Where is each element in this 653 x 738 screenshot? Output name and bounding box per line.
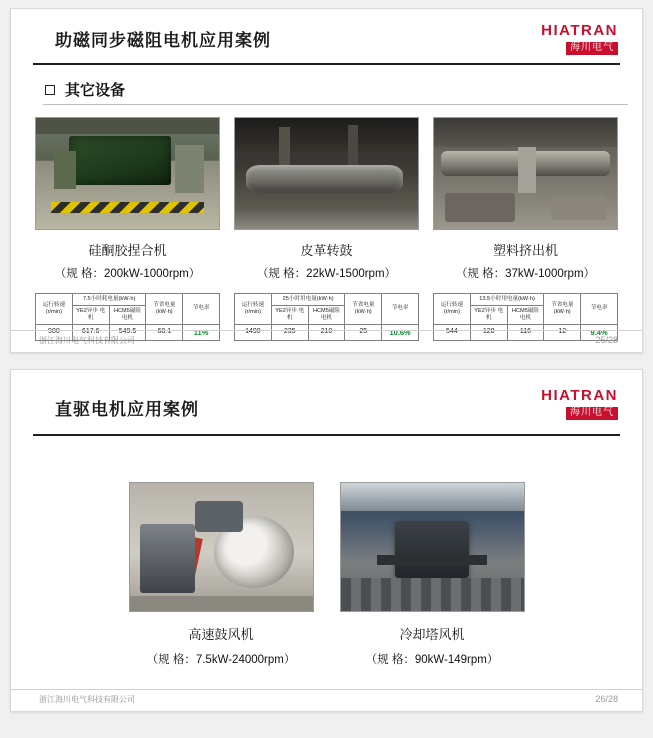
col-header-speed: 运行转速 (r/min): [235, 294, 272, 325]
slide-footer: [11, 689, 642, 711]
page-title: 助磁同步磁阻电机应用案例: [55, 31, 271, 50]
footer-page-number: 26/28: [595, 694, 618, 704]
cell-hcm5: 549.5: [109, 324, 146, 340]
equipment-spec: （规 格：7.5kW-24000rpm）: [146, 654, 296, 666]
equipment-name: 冷却塔风机: [399, 627, 465, 642]
cell-speed: 1490: [235, 324, 272, 340]
equipment-spec: （规 格：37kW-1000rpm）: [455, 268, 596, 280]
equipment-card: [340, 482, 525, 667]
table-row: [434, 294, 618, 306]
equipment-spec: （规 格：90kW-149rpm）: [365, 654, 499, 666]
cell-saving-rate: 10.6%: [382, 324, 419, 340]
equipment-spec: （规 格：200kW-1000rpm）: [54, 268, 201, 280]
brand-logo-subtext: 海川电气: [566, 407, 618, 420]
brand-logo-subtext: 海川电气: [566, 42, 618, 55]
footer-page-number: 25/28: [595, 335, 618, 345]
equipment-name: 高速鼓风机: [188, 627, 254, 642]
table-row: [235, 294, 419, 306]
equipment-name: 皮革转鼓: [300, 243, 353, 258]
page-title: 直驱电机应用案例: [55, 400, 199, 419]
col-header-rate: 节电率: [183, 294, 220, 325]
high-speed-blower-photo: [129, 482, 314, 612]
cell-saved: 68.1: [146, 324, 183, 340]
cell-speed: 544: [434, 324, 471, 340]
cell-ye2: 617.6: [72, 324, 109, 340]
col-header-saved: 节省电量 (kW·h): [544, 294, 581, 325]
equipment-name: 塑料挤出机: [492, 243, 558, 258]
col-header-speed: 运行转速 (r/min): [434, 294, 471, 325]
slide-26: [10, 369, 643, 712]
table-row: [36, 294, 220, 306]
brand-logo-text: HIATRAN: [541, 22, 618, 39]
brand-logo: [541, 388, 618, 420]
col-header-rate: 节电率: [382, 294, 419, 325]
footer-company: 浙江海川电气科技有限公司: [39, 336, 135, 345]
slide-footer: [11, 330, 642, 352]
plastic-extruder-photo: [433, 117, 618, 230]
equipment-name: 硅酮胶捏合机: [88, 243, 167, 258]
cell-ye2: 235: [271, 324, 308, 340]
col-header-ye2: YE2异步 电机: [470, 305, 507, 324]
col-header-hcm5: HCM5磁阻 电机: [308, 305, 345, 324]
cell-saved: 25: [345, 324, 382, 340]
slide-25: [10, 8, 643, 353]
slide-header: [33, 19, 620, 65]
cell-hcm5: 210: [308, 324, 345, 340]
cooling-tower-fan-photo: [340, 482, 525, 612]
equipment-card: [433, 117, 618, 281]
equipment-cards: [35, 117, 618, 281]
equipment-cards: [35, 482, 618, 667]
equipment-card: [129, 482, 314, 667]
col-header-saved: 节省电量 (kW·h): [345, 294, 382, 325]
cell-hcm5: 116: [507, 324, 544, 340]
cell-speed: 980: [36, 324, 73, 340]
cell-saving-rate: 9.4%: [581, 324, 618, 340]
square-bullet-icon: [45, 85, 55, 95]
col-group-header-consumption: 7.5小时耗电量(kW·h): [72, 294, 146, 306]
col-header-ye2: YE2异步 电机: [271, 305, 308, 324]
brand-logo-text: HIATRAN: [541, 387, 618, 404]
col-header-saved: 节省电量 (kW·h): [146, 294, 183, 325]
col-header-hcm5: HCM5磁阻 电机: [507, 305, 544, 324]
col-header-speed: 运行转速 (r/min): [36, 294, 73, 325]
col-group-header-consumption: 13.5小时用电量(kW·h): [470, 294, 544, 306]
col-header-rate: 节电率: [581, 294, 618, 325]
section-heading: [45, 79, 642, 100]
equipment-card: [234, 117, 419, 281]
cell-saving-rate: 11%: [183, 324, 220, 340]
col-group-header-consumption: 25小时用电量(kW·h): [271, 294, 345, 306]
cell-ye2: 128: [470, 324, 507, 340]
section-divider: [43, 104, 628, 105]
footer-company: 浙江海川电气科技有限公司: [39, 695, 135, 704]
leather-tanning-drum-photo: [234, 117, 419, 230]
slide-header: [33, 384, 620, 436]
section-heading-label: 其它设备: [65, 82, 126, 99]
brand-logo: [541, 23, 618, 55]
equipment-spec: （规 格：22kW-1500rpm）: [256, 268, 397, 280]
equipment-card: [35, 117, 220, 281]
col-header-ye2: YE2异步 电机: [72, 305, 109, 324]
col-header-hcm5: HCM5磁阻 电机: [109, 305, 146, 324]
silicone-kneader-machine-photo: [35, 117, 220, 230]
cell-saved: 12: [544, 324, 581, 340]
